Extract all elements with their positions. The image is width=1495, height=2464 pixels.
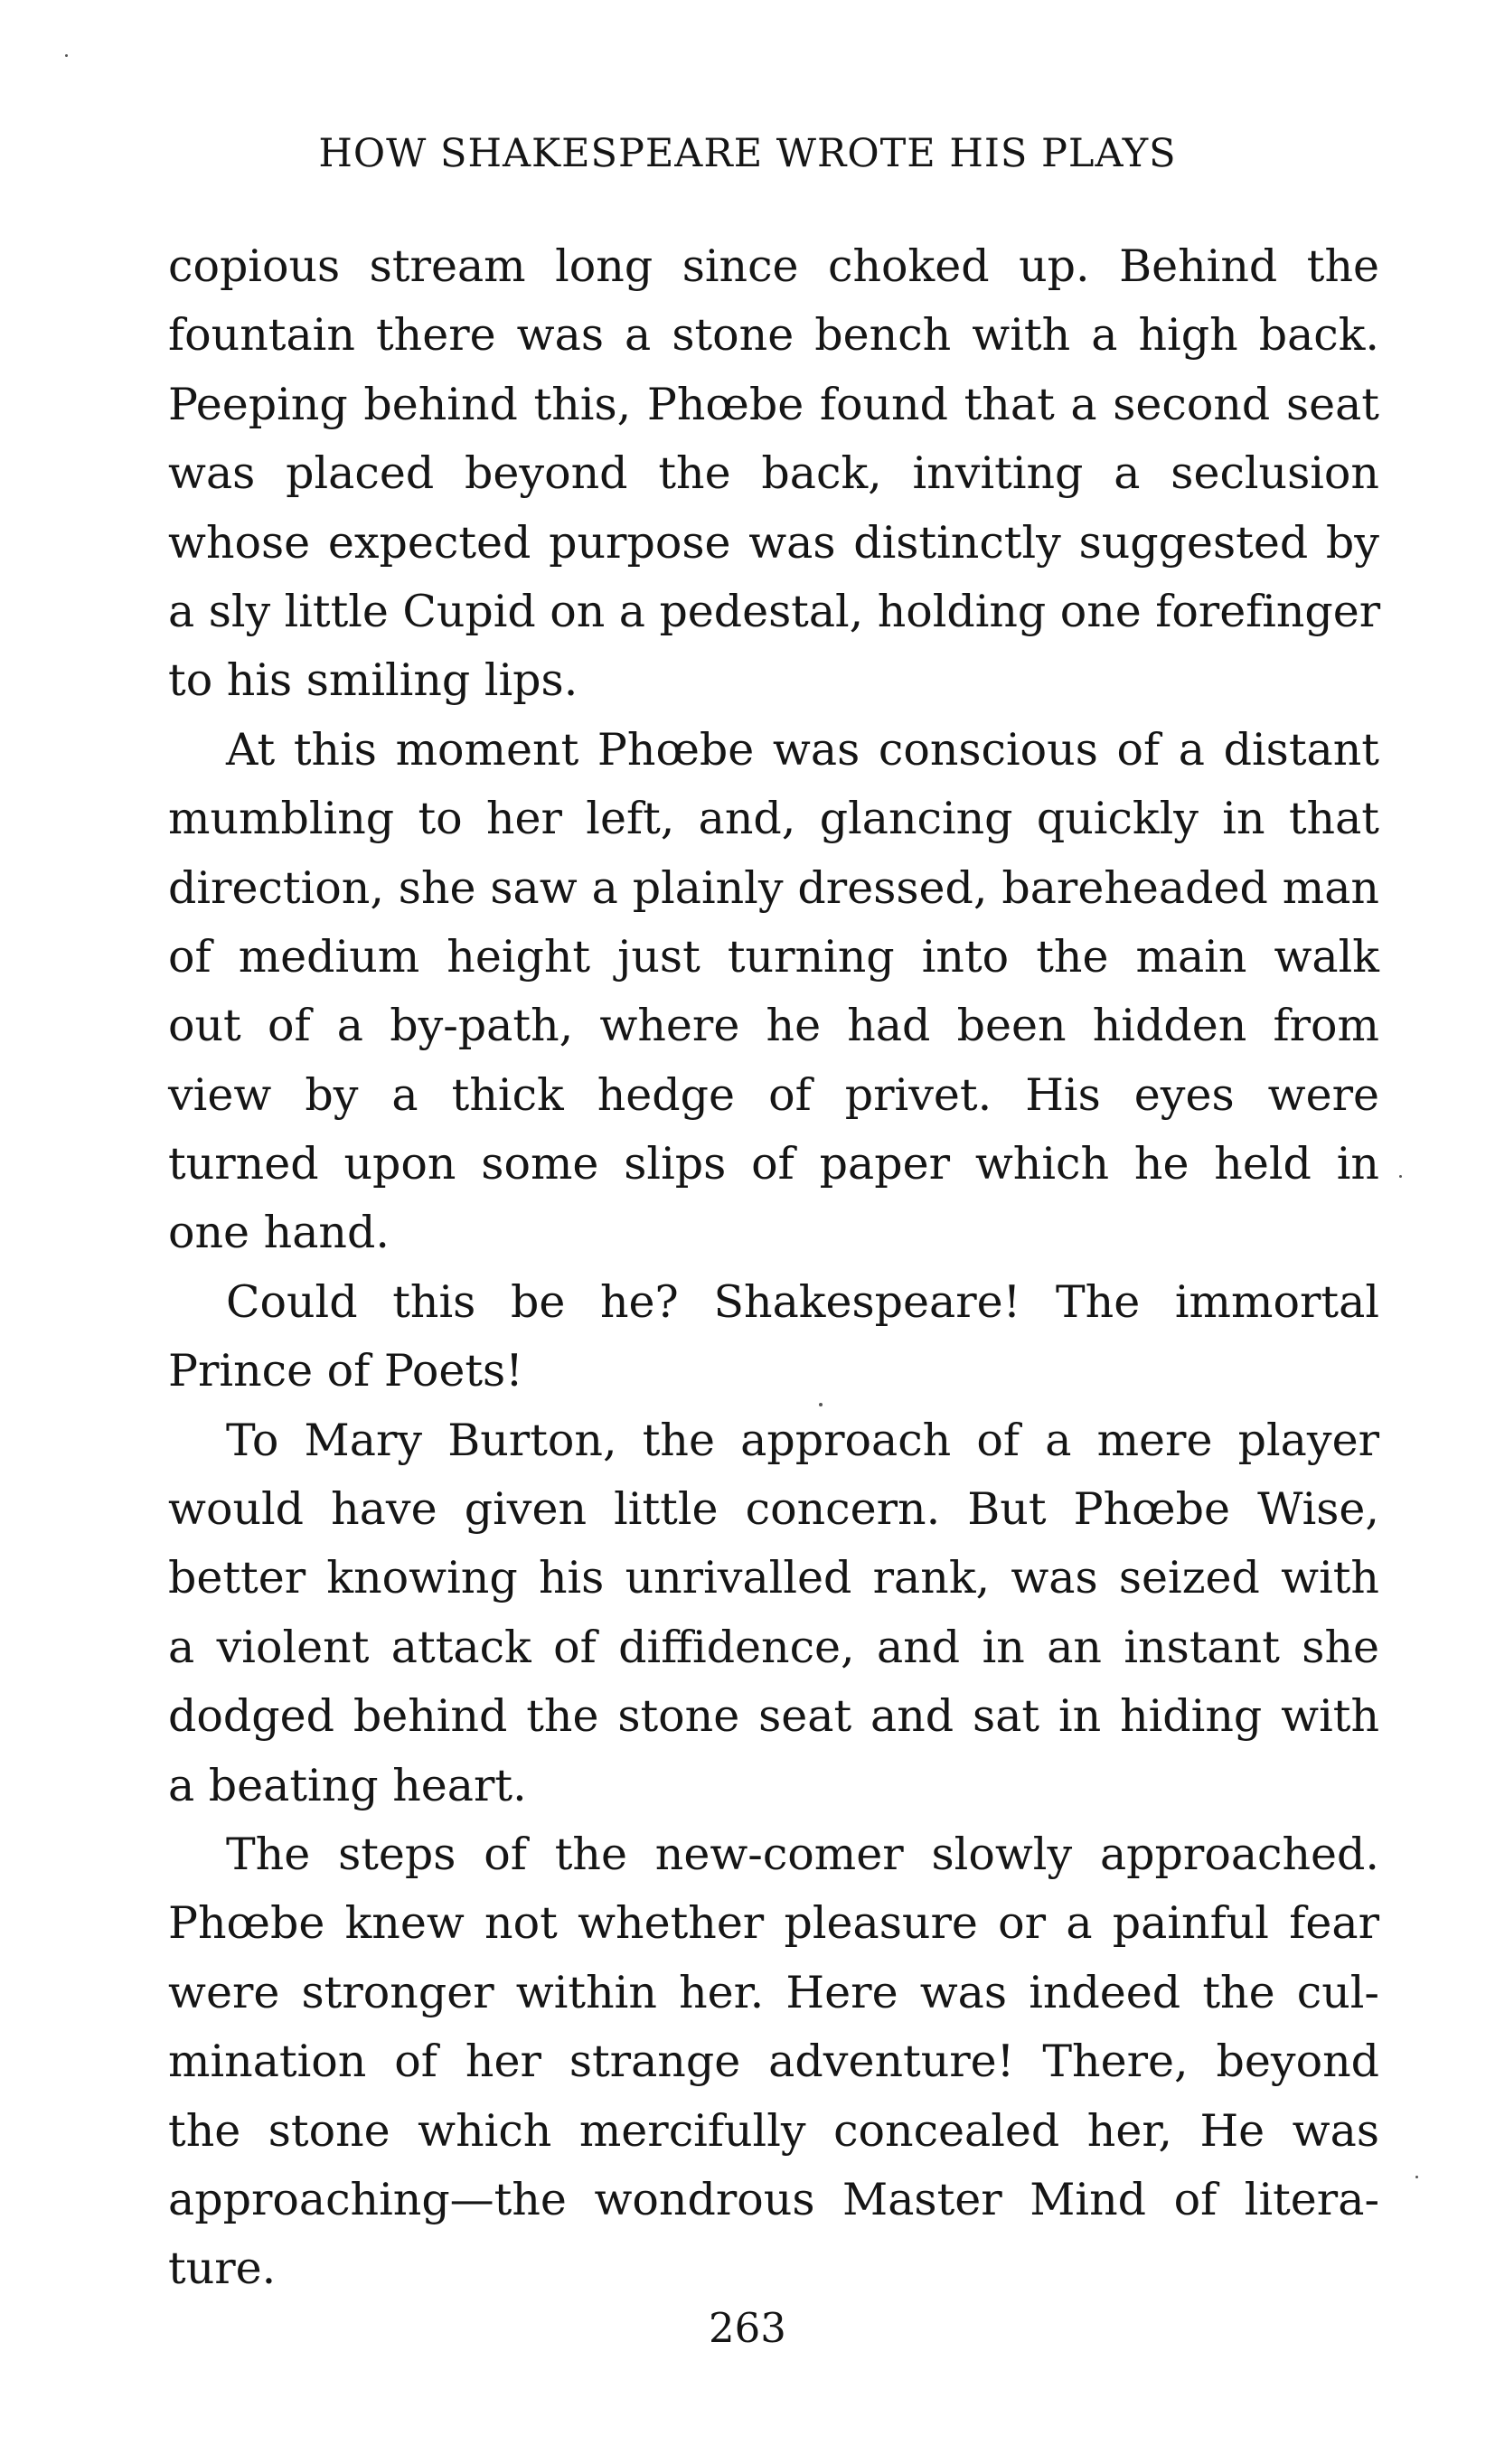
text-line: To Mary Burton, the approach of a mere player <box>226 1414 1379 1466</box>
text-line: Prince of Poets! <box>168 1345 523 1397</box>
paragraph-1 <box>168 232 1379 716</box>
scan-speck <box>1415 2176 1418 2178</box>
text-line: mination of her strange adventure! There, beyond <box>168 2036 1379 2088</box>
text-line: whose expected purpose was distinctly suggested by <box>168 516 1379 569</box>
paragraph-4 <box>168 1406 1379 1820</box>
text-line: of medium height just turning into the main walk <box>168 930 1379 983</box>
text-line: copious stream long since choked up. Behind the <box>168 240 1379 292</box>
text-line: to his smiling lips. <box>168 654 578 707</box>
text-line: Phœbe knew not whether pleasure or a painful fear <box>168 1897 1379 1950</box>
scan-speck <box>819 1403 823 1406</box>
text-line: approaching—the wondrous Master Mind of litera- <box>168 2173 1379 2225</box>
text-line: At this moment Phœbe was conscious of a distant <box>226 723 1379 776</box>
text-line: a violent attack of diffidence, and in an instant she <box>168 1621 1379 1673</box>
text-line: would have given little concern. But Phœbe Wise, <box>168 1483 1379 1536</box>
text-line: dodged behind the stone seat and sat in hiding with <box>168 1690 1379 1743</box>
scan-speck <box>1399 1175 1402 1178</box>
text-line: view by a thick hedge of privet. His eyes were <box>168 1068 1379 1121</box>
text-line: The steps of the new-comer slowly approached. <box>226 1828 1379 1880</box>
text-line: were stronger within her. Here was indeed the cul- <box>168 1966 1379 2018</box>
body-text <box>168 232 1379 2304</box>
scan-speck <box>65 54 68 57</box>
text-line: direction, she saw a plainly dressed, bareheaded man <box>168 861 1379 914</box>
text-line: turned upon some slips of paper which he held in <box>168 1138 1379 1190</box>
text-line: a beating heart. <box>168 1759 527 1811</box>
page-number: 263 <box>709 2304 786 2352</box>
text-line: better knowing his unrivalled rank, was seized with <box>168 1552 1379 1604</box>
text-line: Peeping behind this, Phœbe found that a second seat <box>168 378 1379 430</box>
running-head: HOW SHAKESPEARE WROTE HIS PLAYS <box>318 131 1177 176</box>
paragraph-5 <box>168 1820 1379 2304</box>
text-line: the stone which mercifully concealed her, He was <box>168 2104 1379 2157</box>
paragraph-3 <box>168 1268 1379 1406</box>
text-line: one hand. <box>168 1207 390 1259</box>
paragraph-2 <box>168 716 1379 1268</box>
text-line: ture. <box>168 2243 277 2295</box>
text-line: Could this be he? Shakespeare! The immortal <box>226 1275 1379 1328</box>
text-line: fountain there was a stone bench with a high back. <box>168 309 1379 362</box>
text-line: was placed beyond the back, inviting a seclusion <box>168 447 1379 500</box>
text-line: mumbling to her left, and, glancing quickly in that <box>168 793 1379 845</box>
text-line: out of a by-path, where he had been hidden from <box>168 1000 1379 1052</box>
text-line: a sly little Cupid on a pedestal, holding one forefinger <box>168 585 1381 637</box>
